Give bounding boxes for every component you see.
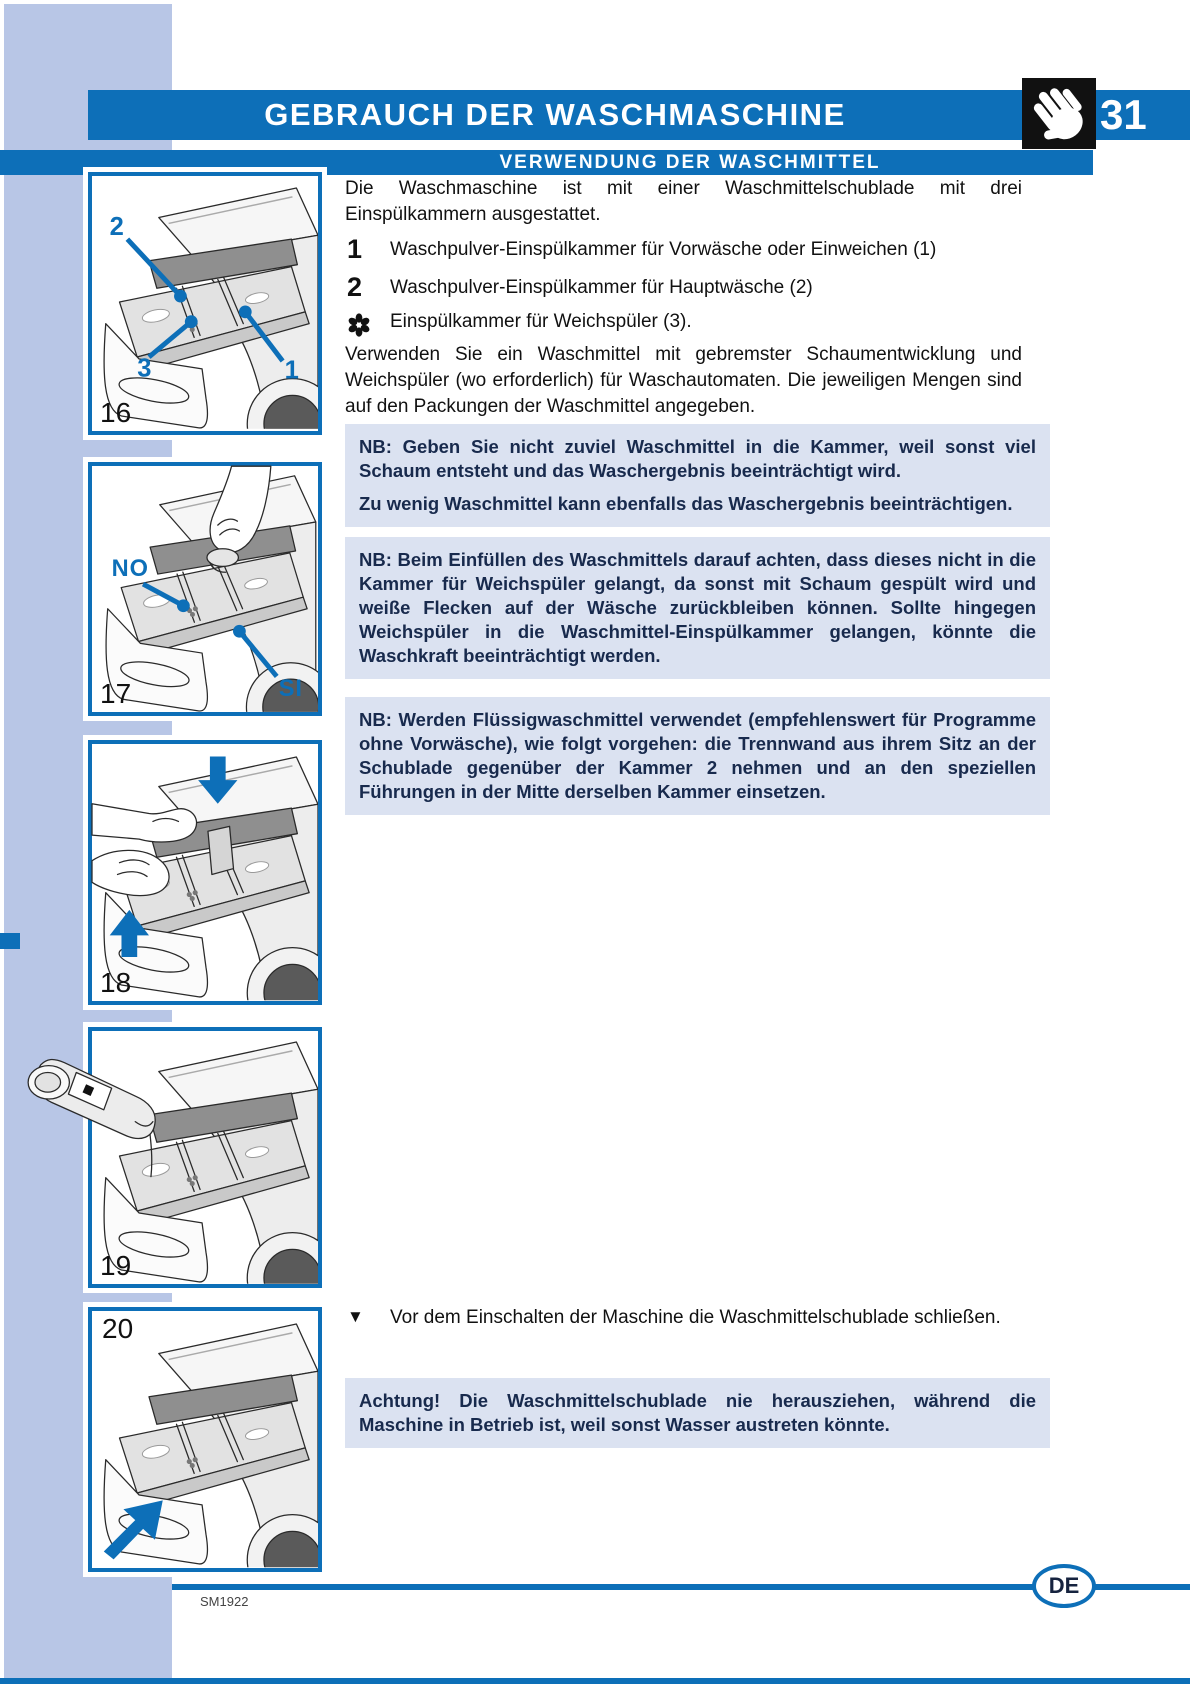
figure-number: 16: [100, 397, 132, 428]
pour-liquid-detergent-illustration: [92, 1031, 318, 1284]
list-marker-1: 1: [347, 234, 363, 264]
section-title: VERWENDUNG DER WASCHMITTEL: [499, 152, 881, 173]
triangle-bullet-icon: ▼: [347, 1307, 364, 1326]
label-si: SI: [278, 675, 303, 702]
figure-number: 19: [100, 1250, 132, 1281]
figure-18: [88, 740, 322, 1005]
drawer-compartments-illustration: [92, 176, 318, 431]
label-no: NO: [111, 555, 149, 582]
callout-label-1: 1: [284, 356, 299, 385]
callout-label-2: 2: [109, 213, 124, 242]
intro-paragraph: Die Waschmaschine ist mit einer Waschmittelschublade mit drei Einspülkammern ausgestattet.: [345, 178, 1022, 225]
pour-powder-illustration: [92, 466, 318, 712]
figure-17: [88, 462, 322, 716]
figure-number: 17: [100, 678, 132, 709]
note-text: NB: Geben Sie nicht zuviel Waschmittel in die Kammer, weil sonst viel Schaum entsteht und das Waschergebnis beeinträchtigt wird.: [359, 436, 1036, 481]
note-box-1: [345, 424, 1050, 527]
warning-text: Achtung! Die Waschmittelschublade nie herausziehen, während die Maschine in Betrieb ist, weil sonst Wasser austreten könnte.: [359, 1390, 1036, 1435]
figure-20: [88, 1307, 322, 1572]
page-number: 31: [1100, 91, 1147, 138]
figure-19: [88, 1027, 322, 1288]
chapter-index-tab: [0, 933, 20, 949]
list-item-text: Waschpulver-Einspülkammer für Hauptwäsche (2): [390, 277, 813, 298]
list-item-text: Einspülkammer für Weichspüler (3).: [390, 311, 692, 332]
move-divider-illustration: [92, 744, 318, 1001]
note-text: NB: Beim Einfüllen des Waschmittels darauf achten, dass dieses nicht in die Kammer für Weichspüler gelangt, da sonst mit Schaum gespült wird und weiße Flecken auf der Wäsche zurückbleiben können. Sollte hingegen Weichspüler in die Waschmittel-Einspülkammer gelangen, könnte die Waschkraft beeinträchtigt werden.: [359, 549, 1036, 666]
callout-label-3: 3: [137, 354, 152, 383]
figure-number: 20: [102, 1313, 134, 1344]
hand-icon: [1024, 80, 1094, 147]
flower-icon: [347, 308, 371, 339]
note-text: Zu wenig Waschmittel kann ebenfalls das Waschergebnis beeinträchtigen.: [359, 493, 1013, 514]
warning-box: [345, 1378, 1050, 1448]
closing-instruction: [345, 1306, 1022, 1330]
figure-16: [88, 172, 322, 435]
note-box-2: [345, 537, 1050, 679]
hand-icon-box: [1022, 78, 1096, 149]
page-title: GEBRAUCH DER WASCHMASCHINE: [264, 97, 846, 132]
usage-paragraph: Verwenden Sie ein Waschmittel mit gebremster Schaumentwicklung und Weichspüler (wo erforderlich) für Waschautomaten. Die jeweiligen Mengen sind auf den Packungen der Waschmittel angegeben.: [345, 344, 1022, 417]
note-text: NB: Werden Flüssigwaschmittel verwendet (empfehlenswert für Programme ohne Vorwäsche), wie folgt vorgehen: die Trennwand aus ihrem Sitz an der Schublade gegenüber der Kammer 2 nehmen und an den speziellen Führungen in der Mitte derselben Kammer einsetzen.: [359, 709, 1036, 802]
close-drawer-illustration: [92, 1311, 318, 1568]
closing-instruction-text: Vor dem Einschalten der Maschine die Waschmittelschublade schließen.: [390, 1307, 1001, 1328]
note-box-3: [345, 697, 1050, 815]
list-item-prewash: [345, 234, 1022, 264]
bottom-edge-bar: [0, 1678, 1190, 1684]
list-item-text: Waschpulver-Einspülkammer für Vorwäsche oder Einweichen (1): [390, 239, 937, 260]
language-badge: DE: [1032, 1564, 1096, 1608]
document-code: SM1922: [200, 1594, 249, 1609]
list-marker-2: 2: [347, 272, 363, 302]
list-item-softener: [345, 310, 1022, 334]
figure-number: 18: [100, 967, 132, 998]
list-item-mainwash: [345, 272, 1022, 302]
